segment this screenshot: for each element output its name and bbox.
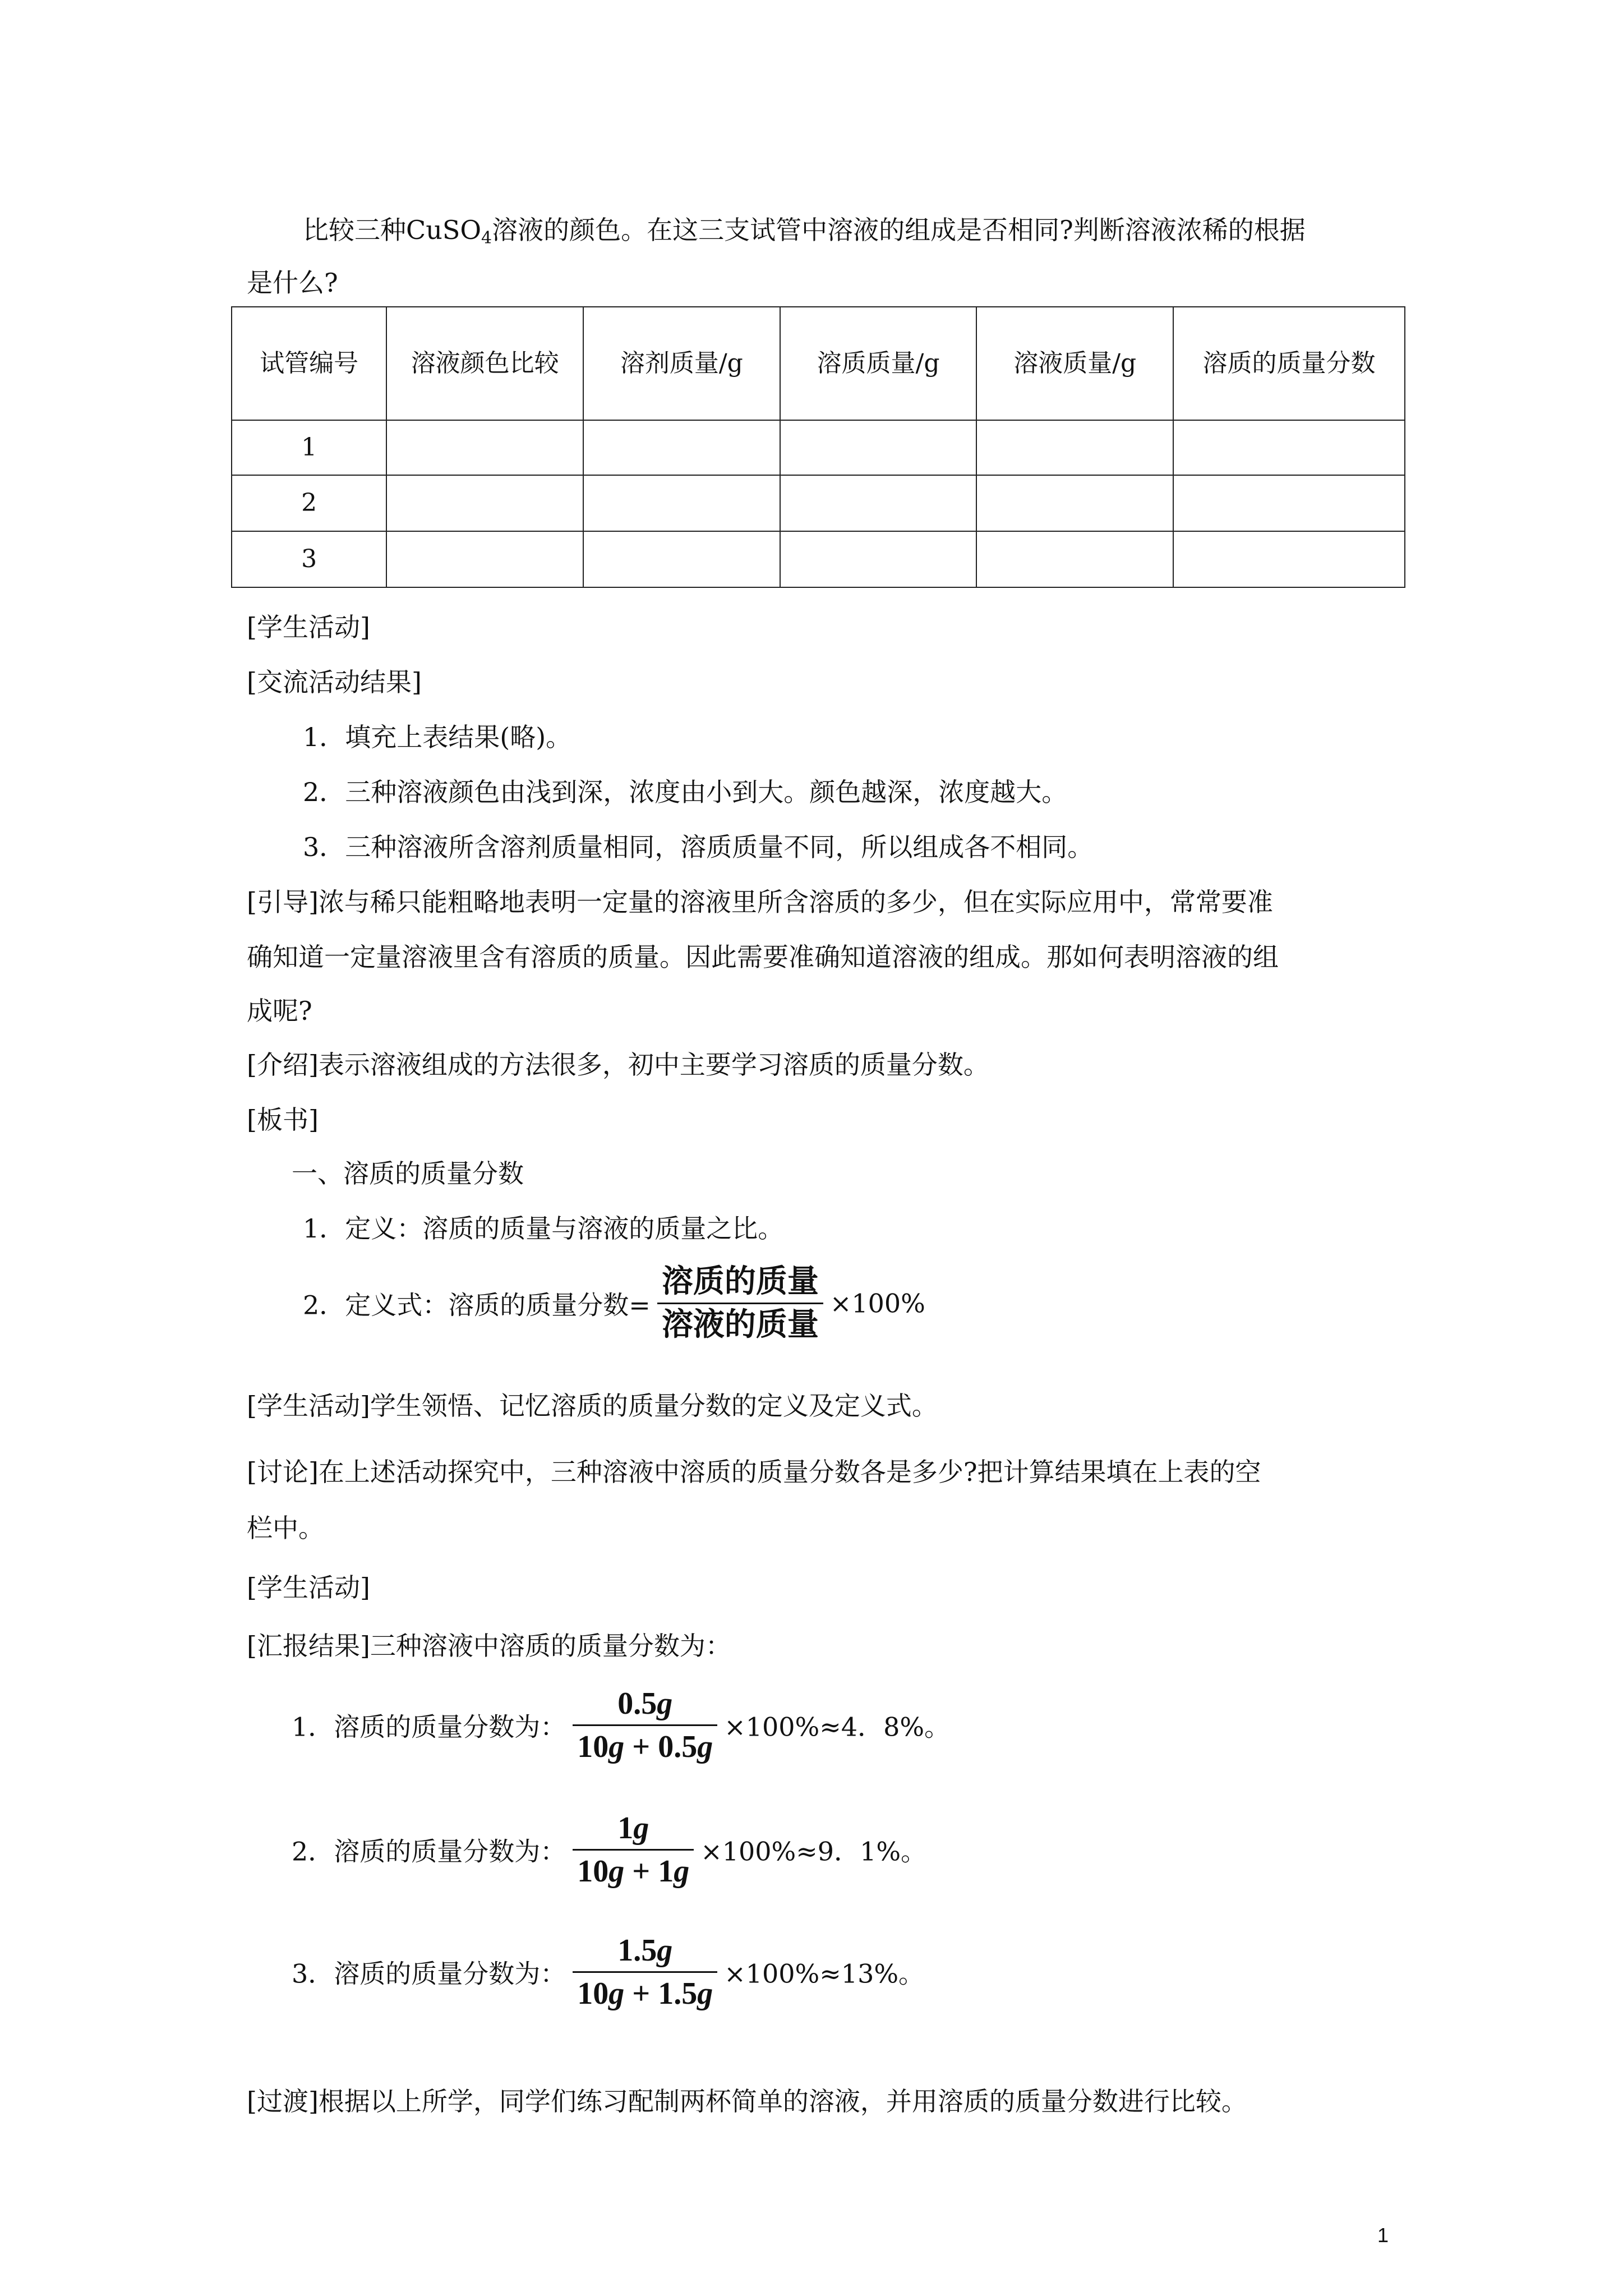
table-cell: [780, 420, 977, 475]
table-cell: [976, 420, 1173, 475]
table-cell: [583, 531, 780, 587]
denominator-value-a: 10: [577, 1976, 609, 2011]
result-line: [292, 1683, 950, 1768]
result-line: [292, 1807, 926, 1892]
page-number: 1: [1377, 2224, 1389, 2247]
denominator-value-a: 10: [577, 1854, 609, 1889]
paragraph-line: [讨论]在上述活动探究中，三种溶液中溶质的质量分数各是多少?把计算结果填在上表的空: [247, 1457, 1261, 1487]
intro-text: 比较三种CuSO: [303, 215, 482, 245]
result-fraction: [573, 1683, 717, 1768]
result-fraction: [573, 1930, 717, 2014]
intro-text-cont: 溶液的颜色。在这三支试管中溶液的组成是否相同?判断溶液浓稀的根据: [492, 215, 1306, 245]
fraction-numerator: 1g: [617, 1811, 649, 1846]
list-item: 2．三种溶液颜色由浅到深，浓度由小到大。颜色越深，浓度越大。: [303, 777, 1068, 807]
table-cell: [386, 420, 583, 475]
header-cell: 溶液颜色比较: [386, 307, 583, 420]
table-cell: [1173, 531, 1405, 587]
header-cell: 溶液质量/g: [976, 307, 1173, 420]
fraction-numerator: 0.5g: [617, 1686, 673, 1721]
activity-label: [学生活动]: [247, 1572, 370, 1603]
table-cell: [1173, 475, 1405, 531]
result-fraction: [573, 1807, 694, 1892]
header-cell: 试管编号: [232, 307, 386, 420]
table-cell: 3: [232, 531, 386, 587]
data-table: [231, 306, 1405, 588]
intro-line-2: 是什么?: [247, 268, 338, 298]
board-label: [板书]: [247, 1105, 319, 1135]
denominator-value-b: 1: [658, 1854, 674, 1889]
paragraph-line: [引导]浓与稀只能粗略地表明一定量的溶液里所含溶质的多少，但在实际应用中，常常要准: [247, 887, 1273, 917]
result-line: [292, 1930, 924, 2014]
paragraph-line: 成呢?: [247, 996, 312, 1026]
formula-label: 2．定义式：溶质的质量分数=: [303, 1290, 651, 1320]
table-cell: 1: [232, 420, 386, 475]
denominator-value-b: 0.5: [658, 1729, 698, 1764]
numerator-value: 1.5: [617, 1933, 657, 1968]
definition-line: 1．定义：溶质的质量与溶液的质量之比。: [303, 1213, 784, 1244]
paragraph-line: [学生活动]学生领悟、记忆溶质的质量分数的定义及定义式。: [247, 1391, 938, 1421]
paragraph-line: [汇报结果]三种溶液中溶质的质量分数为：: [247, 1631, 731, 1661]
paragraph-line: 确知道一定量溶液里含有溶质的质量。因此需要准确知道溶液的组成。那如何表明溶液的组: [247, 942, 1279, 972]
table-row: [232, 420, 1405, 475]
table-row: [232, 475, 1405, 531]
paragraph-line: [介绍]表示溶液组成的方法很多，初中主要学习溶质的质量分数。: [247, 1050, 989, 1080]
numerator-value: 1: [617, 1811, 634, 1846]
denominator-value-a: 10: [577, 1729, 609, 1764]
table-cell: [583, 420, 780, 475]
formula-line: [303, 1261, 925, 1346]
header-cell: 溶质质量/g: [780, 307, 977, 420]
transition-line: [过渡]根据以上所学，同学们练习配制两杯简单的溶液，并用溶质的质量分数进行比较。: [247, 2086, 1247, 2116]
table-row: [232, 531, 1405, 587]
table-cell: [976, 475, 1173, 531]
fraction-numerator: 1.5g: [617, 1933, 673, 1968]
section-heading: 一、溶质的质量分数: [292, 1158, 524, 1189]
result-label: 1．溶质的质量分数为：: [292, 1711, 566, 1742]
header-cell: 溶剂质量/g: [583, 307, 780, 420]
formula-fraction: [657, 1261, 823, 1346]
table-cell: [1173, 420, 1405, 475]
numerator-value: 0.5: [617, 1686, 657, 1721]
fraction-denominator: 10g + 1.5g: [573, 1971, 717, 2014]
table-cell: [583, 475, 780, 531]
result-tail: ×100%≈13%。: [724, 1958, 925, 1989]
table-cell: [780, 475, 977, 531]
list-item: 3．三种溶液所含溶剂质量相同，溶质质量不同，所以组成各不相同。: [303, 832, 1094, 862]
result-label: 3．溶质的质量分数为：: [292, 1958, 566, 1989]
result-tail: ×100%≈9．1%。: [700, 1836, 927, 1867]
fraction-numerator: 溶质的质量: [661, 1264, 819, 1299]
fraction-denominator: 溶液的质量: [657, 1303, 823, 1346]
activity-label: [学生活动]: [247, 612, 370, 642]
fraction-denominator: 10g + 1g: [573, 1849, 694, 1892]
table-cell: [976, 531, 1173, 587]
fraction-denominator: 10g + 0.5g: [573, 1724, 717, 1768]
table-cell: [780, 531, 977, 587]
formula-tail: ×100%: [829, 1288, 925, 1319]
result-tail: ×100%≈4．8%。: [724, 1711, 951, 1742]
subscript: 4: [481, 228, 492, 248]
table-cell: [386, 531, 583, 587]
exchange-label: [交流活动结果]: [247, 667, 422, 697]
header-cell: 溶质的质量分数: [1173, 307, 1405, 420]
list-item: 1．填充上表结果(略)。: [303, 722, 572, 752]
denominator-value-b: 1.5: [658, 1976, 698, 2011]
table-cell: [386, 475, 583, 531]
table-cell: 2: [232, 475, 386, 531]
result-label: 2．溶质的质量分数为：: [292, 1836, 566, 1867]
paragraph-line: 栏中。: [247, 1513, 324, 1543]
table-header-row: [232, 307, 1405, 420]
intro-line-1: [303, 213, 1306, 255]
